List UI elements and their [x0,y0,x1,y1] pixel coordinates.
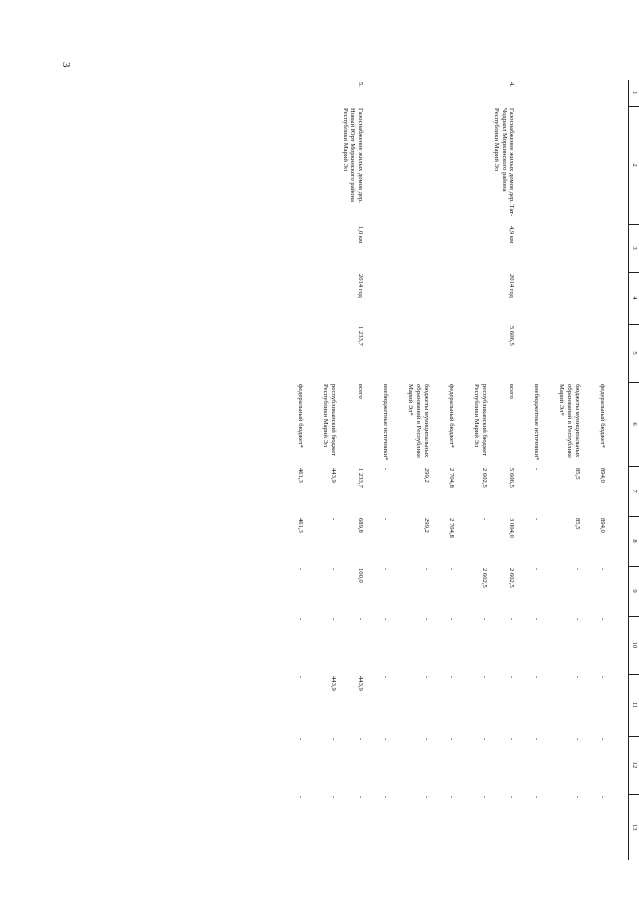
col-header-2: 2 [629,106,639,224]
table-cell-col-7: 1 233,7 [357,468,365,488]
table-cell-col-4 [529,272,554,324]
table-cell-col-11: - [533,676,541,679]
table-cell-col-7: 85,5 [574,468,582,480]
table-row [529,80,554,860]
table-cell-col-4 [554,272,595,324]
table-cell-col-8: - [382,518,390,521]
table-cell-col-5 [469,324,489,382]
table-cell-col-5 [595,324,628,382]
table-cell-col-8: 894,0 [599,518,606,533]
table-cell-col-8: 2 704,8 [447,518,455,538]
table-cell-col-4 [293,272,318,324]
table-cell-col-9: - [533,568,541,571]
table-cell-col-2 [403,106,444,224]
table-cell-col-4 [318,272,338,324]
table-cell-col-8: 85,5 [574,518,582,530]
table-cell-col-13: - [423,796,431,799]
table-cell-col-11: - [574,676,582,679]
table-row [595,80,628,860]
table-cell-col-11: 443,9 [329,676,337,691]
table-row [469,80,489,860]
col-header-8: 8 [629,516,639,566]
table-cell-col-11: - [296,676,304,679]
col-header-12: 12 [629,736,639,794]
table-cell-col-13: - [533,796,541,799]
table-cell-col-5 [444,324,469,382]
table-cell-col-1 [444,80,469,106]
table-cell-col-2 [444,106,469,224]
col-header-10: 10 [629,616,639,674]
table-cell-col-13: - [382,796,390,799]
table-cell-col-10: - [329,618,337,621]
table-cell-col-7: 2 704,8 [447,468,455,488]
table-cell-col-9: 100,0 [357,568,365,583]
table-row [554,80,595,860]
table-cell-col-3 [444,224,469,272]
table-cell-col-4 [444,272,469,324]
table-cell-col-12: - [382,738,390,741]
table-cell-col-2 [529,106,554,224]
table-cell-col-4 [378,272,403,324]
table-cell-col-10: - [296,618,304,621]
table-cell-col-3 [293,224,318,272]
table-cell-col-2: Газоснабжение жилых домов дер. Новый Юрт Моркинского района Республики Марий Эл [341,108,365,203]
col-header-13: 13 [629,794,639,860]
table-cell-col-10: - [508,618,516,621]
table-cell-col-2 [378,106,403,224]
table-cell-col-3 [554,224,595,272]
table-row [444,80,469,860]
table-cell-col-8: 3 004,0 [508,518,516,538]
table-cell-col-1 [403,80,444,106]
table-cell-col-13: - [329,796,337,799]
table-cell-col-12: - [508,738,516,741]
table-cell-col-4: 2014 год [357,274,365,298]
table-cell-col-1 [554,80,595,106]
table-cell-col-4: 2014 год [508,274,516,298]
table-cell-col-12: - [423,738,431,741]
table-cell-col-4 [595,272,628,324]
col-header-1: 1 [629,80,639,106]
table-cell-col-9: - [447,568,455,571]
table-row [403,80,444,860]
table-cell-col-3 [469,224,489,272]
table-cell-col-10: - [382,618,390,621]
table-cell-col-13: - [574,796,582,799]
table-row [378,80,403,860]
table-cell-col-6: бюджеты муниципальных образований в Республике Марий Эл* [407,384,431,458]
table-cell-col-11: 443,9 [357,676,365,691]
col-header-7: 7 [629,466,639,516]
table-cell-col-5 [293,324,318,382]
table-cell-col-6: внебюджетные источники* [382,384,390,461]
table-cell-col-8: - [329,518,337,521]
table-cell-col-2 [469,106,489,224]
table-cell-col-5: 5 606,5 [508,326,516,346]
table-cell-col-3 [378,224,403,272]
table-cell-col-7: 5 606,5 [508,468,516,488]
table-cell-col-5 [529,324,554,382]
table-cell-col-13: - [447,796,455,799]
table-cell-col-10: - [574,618,582,621]
table-cell-col-9: - [296,568,304,571]
table-cell-col-3 [529,224,554,272]
table-cell-col-9: - [599,568,606,571]
table-cell-col-10: - [447,618,455,621]
table-cell-col-1 [529,80,554,106]
table-cell-col-8: - [533,518,541,521]
table-cell-col-8: - [480,518,488,521]
table-cell-col-11: - [508,676,516,679]
col-header-9: 9 [629,566,639,616]
table-cell-col-12: - [447,738,455,741]
table-cell-col-7: - [382,468,390,471]
table-cell-col-6: федеральный бюджет* [296,384,304,448]
table-cell-col-7: 299,2 [423,468,431,483]
table-cell-col-2 [318,106,338,224]
table-cell-col-10: - [533,618,541,621]
table-cell-col-7: 2 602,5 [480,468,488,488]
table-cell-col-12: - [296,738,304,741]
table-cell-col-9: - [382,568,390,571]
table-cell-col-6: республиканский бюджет Республики Марий Эл [472,384,488,457]
col-header-5: 5 [629,324,639,382]
table-cell-col-3: 1,0 км [357,226,365,244]
table-cell-col-3 [318,224,338,272]
table-cell-col-9: - [574,568,582,571]
table-cell-col-12: - [480,738,488,741]
table-cell-col-6: внебюджетные источники* [533,384,541,461]
table-row [293,80,318,860]
table-cell-col-3 [595,224,628,272]
table-cell-col-9: - [329,568,337,571]
table-cell-col-10: - [357,618,365,621]
table-cell-col-10: - [480,618,488,621]
table-row [318,80,338,860]
table-cell-col-11: - [382,676,390,679]
table-cell-col-13: - [357,796,365,799]
table-cell-col-7: - [533,468,541,471]
table-cell-col-7: 443,9 [329,468,337,483]
table-cell-col-10: - [423,618,431,621]
table-cell-col-2 [595,106,628,224]
page-number: 3 [60,62,72,68]
table-cell-col-5 [554,324,595,382]
table-cell-col-5 [378,324,403,382]
table-cell-col-12: - [357,738,365,741]
table-cell-col-7: 894,0 [599,468,606,483]
table-cell-col-12: - [533,738,541,741]
table-cell-col-3 [403,224,444,272]
table-cell-col-13: - [480,796,488,799]
table-cell-col-6: всего [508,384,516,399]
table-body [293,80,629,860]
table-cell-col-1 [469,80,489,106]
col-header-11: 11 [629,674,639,736]
col-header-3: 3 [629,224,639,272]
table-cell-col-5 [403,324,444,382]
table-cell-col-9: 2 602,5 [508,568,516,588]
table-cell-col-11: - [599,676,606,679]
table-cell-col-6: бюджеты муниципальных образований в Республике Марий Эл* [558,384,582,458]
table-cell-col-1: 5. [357,82,365,87]
table-cell-col-13: - [296,796,304,799]
col-header-4: 4 [629,272,639,324]
table-cell-col-13: - [599,796,606,799]
table-cell-col-3: 4,9 км [508,226,516,244]
table-cell-col-6: федеральный бюджет* [599,384,606,448]
table-cell-col-12: - [574,738,582,741]
table-row [338,80,379,860]
table-cell-col-1 [378,80,403,106]
table-cell-col-8: 689,8 [357,518,365,533]
table-cell-col-1 [595,80,628,106]
table-row [489,80,530,860]
table-cell-col-1 [318,80,338,106]
table-cell-col-12: - [329,738,337,741]
table-cell-col-9: 2 602,5 [480,568,488,588]
table-cell-col-2: Газоснабжение жилых домов дер. Тат-Чодраял Моркинского района Республики Марий Эл [492,108,516,217]
table-cell-col-2 [293,106,318,224]
table-cell-col-6: федеральный бюджет* [447,384,455,448]
rotated-table-container [116,80,639,860]
column-number-row [629,80,639,860]
table-cell-col-6: республиканский бюджет Республики Марий Эл [321,384,337,457]
table-cell-col-6: всего [357,384,365,399]
table-cell-col-8: 299,2 [423,518,431,533]
funding-table [293,80,639,860]
table-cell-col-5: 1 233,7 [357,326,365,346]
table-cell-col-10: - [599,618,606,621]
table-cell-col-12: - [599,738,606,741]
table-cell-col-7: 461,3 [296,468,304,483]
table-cell-col-11: - [447,676,455,679]
table-cell-col-1 [293,80,318,106]
table-cell-col-9: - [423,568,431,571]
table-cell-col-5 [318,324,338,382]
table-cell-col-4 [469,272,489,324]
table-cell-col-8: 461,3 [296,518,304,533]
col-header-6: 6 [629,382,639,466]
table-cell-col-2 [554,106,595,224]
table-cell-col-4 [403,272,444,324]
table-cell-col-13: - [508,796,516,799]
table-cell-col-1: 4. [508,82,516,87]
table-cell-col-11: - [480,676,488,679]
table-cell-col-11: - [423,676,431,679]
